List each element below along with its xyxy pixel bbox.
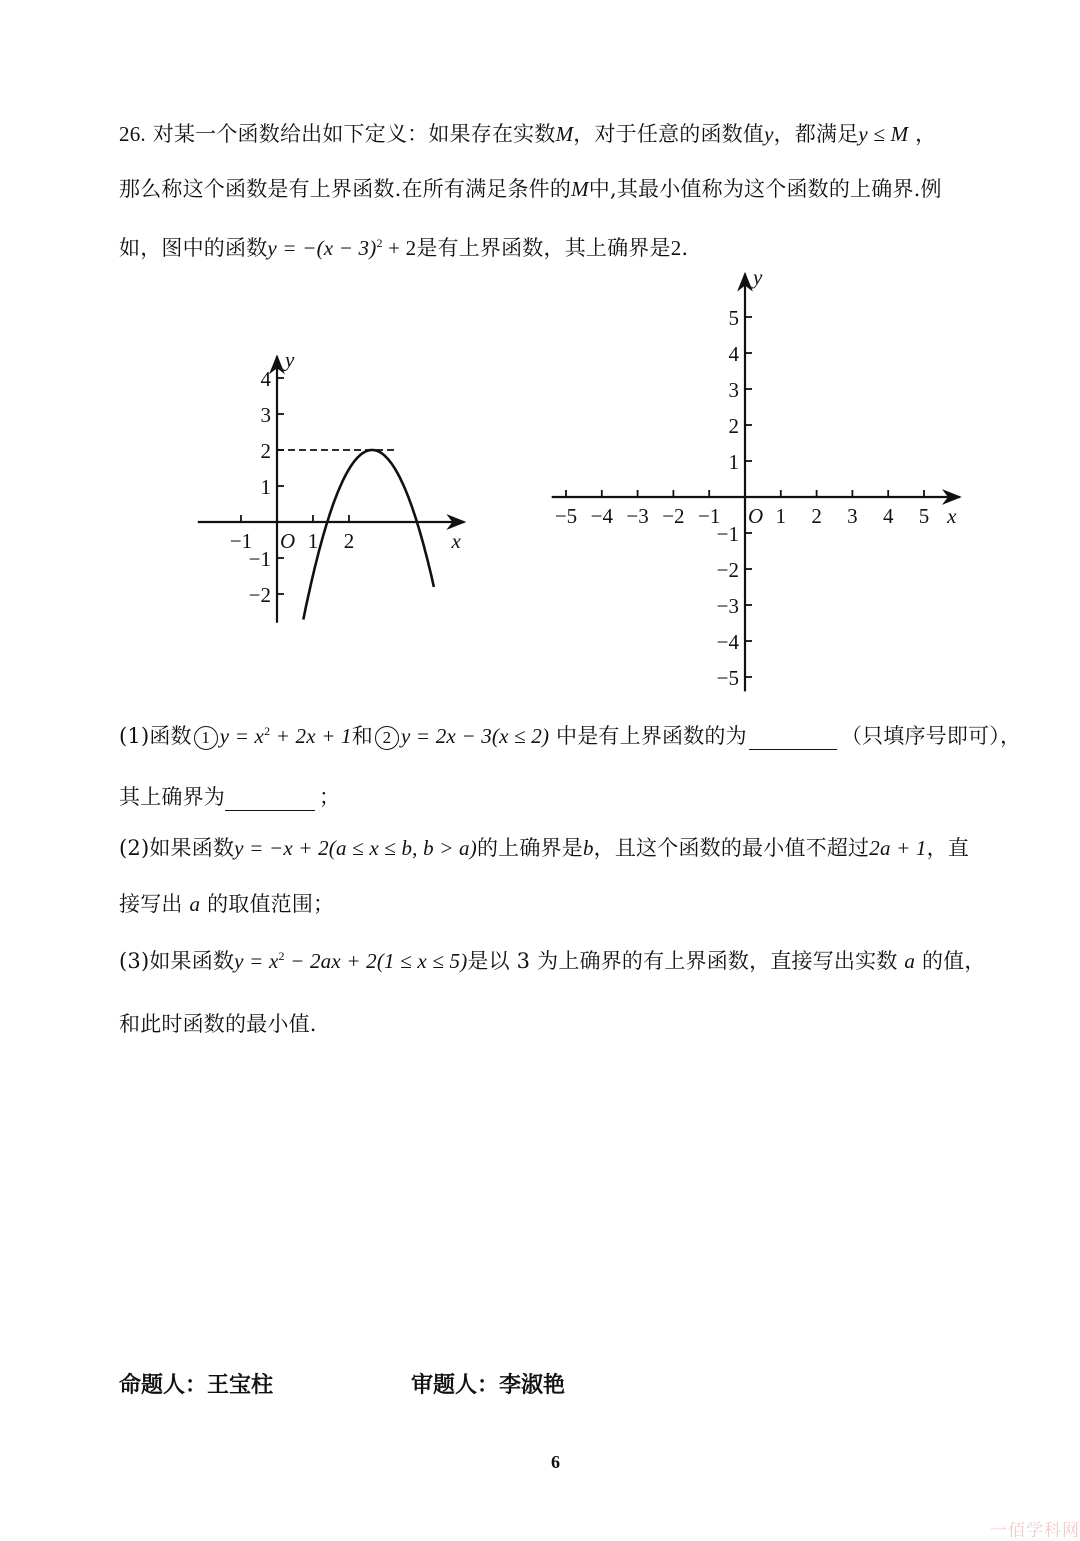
answer-blank-2[interactable] [225, 792, 315, 811]
x-tick-label: 2 [343, 529, 355, 553]
y-tick-label: 2 [728, 414, 739, 438]
y-tick-label: 4 [728, 342, 739, 366]
origin-label: O [748, 504, 764, 528]
origin-label: O [280, 529, 296, 553]
reviewer-label: 审题人：李淑艳 [411, 1373, 566, 1398]
x-tick-label: 3 [847, 504, 858, 528]
x-axis-label: x [451, 529, 461, 553]
question-number: 26. [119, 122, 146, 146]
x-tick-label: 4 [882, 504, 894, 528]
part1-line-2: 其上确界为 ； [119, 785, 341, 809]
answer-blank-1[interactable] [749, 731, 837, 750]
y-tick-label: −1 [716, 522, 739, 546]
y-tick-label: 3 [260, 403, 271, 427]
figures [0, 0, 1080, 720]
part3-line-1: (3)如果函数$y = x^2 - 2ax + 2(1 \le x \le 5)$是以 3 为上确界的有上界函数，直接写出实数 a 的值， [119, 949, 986, 973]
y-tick-label: −2 [248, 583, 271, 607]
y-tick-label: −4 [716, 630, 739, 654]
blank-coordinate-grid [552, 265, 960, 692]
part3-line-2: 和此时函数的最小值. [119, 1012, 317, 1036]
question-intro-line-3: 如，图中的函数$y = -(x - 3)^2 + 2$是有上界函数，其上确界是2. [119, 236, 689, 260]
question-intro-line-2: 那么称这个函数是有上界函数.在所有满足条件的M中,其最小值称为这个函数的上确界.例 [119, 177, 942, 201]
x-tick-label: 1 [775, 504, 787, 528]
part2-line-1: (2)如果函数y = −x + 2(a ≤ x ≤ b, b > a)的上确界是b，且这个函数的最小值不超过2a + 1，直 [119, 836, 970, 860]
y-axis-label: y [285, 347, 295, 372]
example-parabola-chart [198, 347, 464, 622]
x-axis-label: x [947, 504, 957, 528]
y-tick-label: 2 [260, 439, 271, 463]
x-tick-label: −4 [590, 504, 613, 528]
y-axis-label: y [753, 264, 763, 289]
page-number: 6 [551, 1452, 560, 1472]
y-tick-label: 1 [728, 450, 739, 474]
circled-number-1: 1 [194, 726, 218, 750]
y-tick-label: −2 [716, 558, 739, 582]
part1-line-1: (1)函数 1 $y = x^2 + 2x + 1$和 2 y = 2x − 3(x ≤ 2) 中是有上界函数的为 （只填序号即可）， [119, 724, 1022, 748]
y-tick-label: −5 [716, 666, 739, 690]
author-label: 命题人：王宝柱 [119, 1373, 274, 1398]
x-tick-label: −1 [698, 504, 721, 528]
y-tick-label: −1 [248, 547, 271, 571]
y-tick-label: −3 [716, 594, 739, 618]
question-intro-line-1: 26. 对某一个函数给出如下定义：如果存在实数M，对于任意的函数值y，都满足y ≤ M ， [119, 122, 937, 146]
y-tick-label: 1 [260, 475, 271, 499]
y-tick-label: 5 [728, 306, 739, 330]
x-tick-label: 1 [307, 529, 319, 553]
parabola-curve [303, 450, 434, 620]
x-tick-label: −1 [229, 529, 253, 553]
y-tick-label: 4 [260, 367, 271, 391]
y-tick-label: 3 [728, 378, 739, 402]
part2-line-2: 接写出 a 的取值范围； [119, 892, 335, 916]
x-tick-label: −5 [554, 504, 578, 528]
watermark: 一佰学科网 [990, 1521, 1080, 1541]
x-tick-label: −3 [626, 504, 649, 528]
x-tick-label: 5 [918, 504, 930, 528]
x-tick-label: −2 [662, 504, 685, 528]
circled-number-2: 2 [375, 726, 399, 750]
x-tick-label: 2 [811, 504, 822, 528]
